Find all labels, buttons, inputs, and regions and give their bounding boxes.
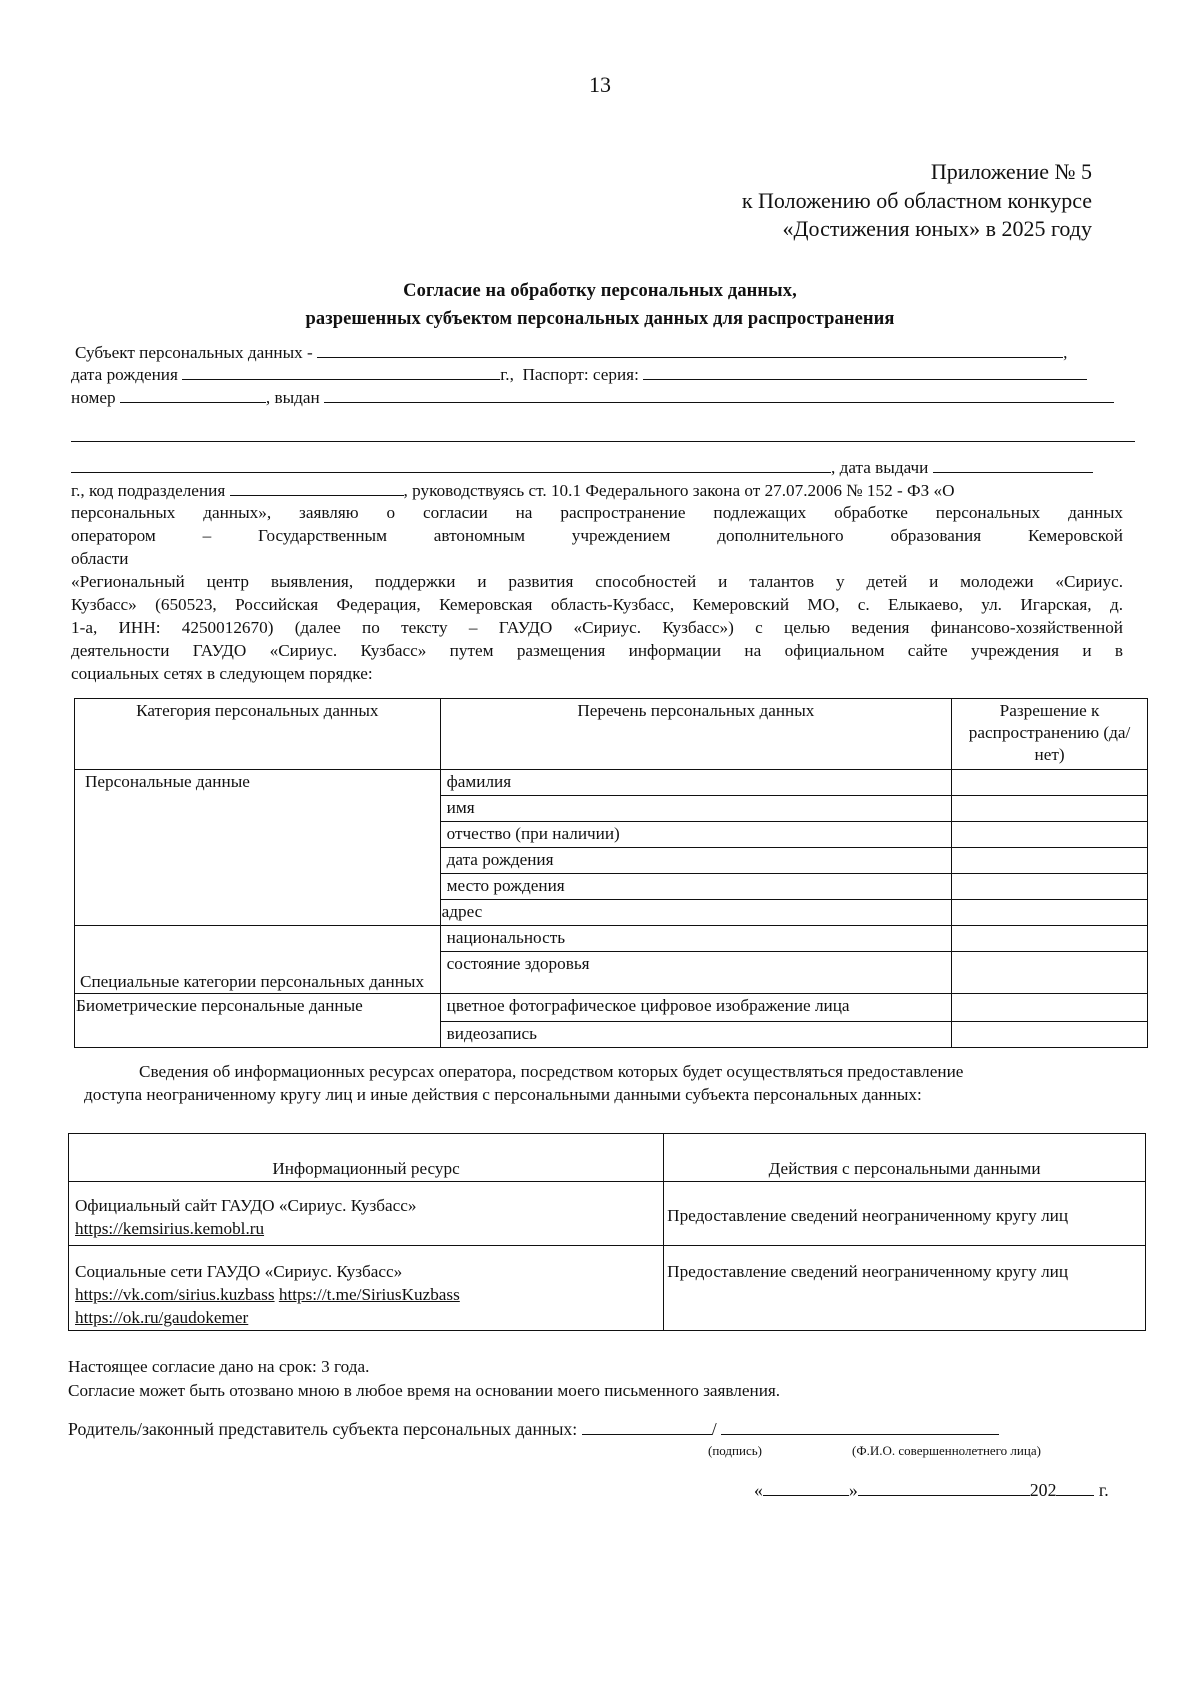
item-birthdate: дата рождения [440, 848, 951, 874]
permission-name-cell[interactable] [952, 796, 1148, 822]
table-header-row [69, 1134, 1146, 1182]
division-code-field[interactable] [230, 479, 404, 496]
item-name: имя [440, 796, 951, 822]
table-row [75, 926, 1148, 952]
birthdate-line [71, 363, 1087, 386]
permission-birthdate-cell[interactable] [952, 848, 1148, 874]
action-official-site: Предоставление сведений неограниченному кругу лиц [664, 1182, 1146, 1246]
table-row [75, 994, 1148, 1022]
passport-series-field[interactable] [643, 363, 1087, 380]
category-personal: Персональные данные [75, 770, 441, 926]
body-line-4: «Региональный центр выявления, поддержки и развития способностей и талантов у детей и молодежи «Сириус. [71, 572, 1123, 591]
body-line-2: оператором – Государственным автономным учреждением дополнительного образования Кемеровской [71, 526, 1123, 545]
item-birthplace: место рождения [440, 874, 951, 900]
birthdate-year-suffix: г., [500, 365, 514, 384]
item-health: состояние здоровья [440, 952, 951, 994]
consent-paragraph [71, 501, 1123, 685]
resource-official-site [69, 1182, 664, 1246]
passport-number-field[interactable] [120, 386, 266, 403]
issue-date-field[interactable] [933, 456, 1093, 473]
date-quote-open: « [754, 1480, 763, 1500]
personal-data-table [74, 698, 1148, 1048]
date-quote-close: » [848, 1480, 858, 1500]
header-actions: Действия с персональными данными [664, 1134, 1146, 1182]
page-number: 13 [589, 72, 611, 97]
permission-video-cell[interactable] [952, 1022, 1148, 1048]
table-row [75, 770, 1148, 796]
item-address: адрес [440, 900, 951, 926]
body-line-7: деятельности ГАУДО «Сириус. Кузбасс» путем размещения информации на официальном сайте учреждения и в [71, 641, 1123, 660]
category-biometric: Биометрические персональные данные [75, 994, 441, 1048]
full-name-caption: (Ф.И.О. совершеннолетнего лица) [852, 1443, 1041, 1458]
info-resources-text-2: доступа неограниченному кругу лиц и иные действия с персональными данными субъекта персональных данных: [84, 1085, 922, 1104]
action-social-networks: Предоставление сведений неограниченному кругу лиц [664, 1246, 1146, 1331]
resource-social-networks-name: Социальные сети ГАУДО «Сириус. Кузбасс» [75, 1262, 403, 1281]
number-line [71, 386, 1114, 409]
item-video: видеозапись [440, 1022, 951, 1048]
permission-address-cell[interactable] [952, 900, 1148, 926]
vk-link[interactable]: https://vk.com/sirius.kuzbass [75, 1285, 275, 1304]
passport-number-label: номер [71, 388, 116, 407]
info-resources-table [68, 1133, 1146, 1331]
body-line-8: социальных сетях в следующем порядке: [71, 664, 373, 683]
title-line-1: Согласие на обработку персональных данных, [403, 281, 797, 301]
date-line [754, 1478, 1109, 1502]
table-row [69, 1246, 1146, 1331]
subject-label: Субъект персональных данных - [75, 343, 313, 362]
issued-by-continuation-line[interactable] [71, 441, 1135, 442]
division-code-line [71, 479, 955, 502]
body-line-6: 1-а, ИНН: 4250012670) (далее по тексту – ГАУДО «Сириус. Кузбасс») с целью ведения финансово-хозяйственной [71, 618, 1123, 637]
permission-health-cell[interactable] [952, 952, 1148, 994]
header-resource: Информационный ресурс [69, 1134, 664, 1182]
subject-line [75, 341, 1067, 364]
issue-date-line [71, 456, 1093, 479]
item-photo: цветное фотографическое цифровое изображение лица [440, 994, 951, 1022]
month-field[interactable] [858, 1478, 1030, 1496]
title-line-2: разрешенных субъектом персональных данных для распространения [305, 309, 895, 329]
annex-header [742, 158, 1092, 244]
division-code-label: г., код подразделения [71, 481, 226, 500]
signature-line [68, 1417, 999, 1441]
table-header-row [75, 699, 1148, 770]
annex-line-1: Приложение № 5 [930, 159, 1092, 184]
document-title [0, 277, 1200, 333]
issue-date-label: , дата выдачи [831, 458, 929, 477]
body-line-5: Кузбасс» (650523, Российская Федерация, Кемеровская область-Кузбасс, Кемеровский МО, с. Елыкаево, ул. Игарская, д. [71, 595, 1123, 614]
term-text: Настоящее согласие дано на срок: 3 года. [68, 1357, 370, 1376]
permission-surname-cell[interactable] [952, 770, 1148, 796]
issued-by-field[interactable] [324, 386, 1114, 403]
item-nationality: национальность [440, 926, 951, 952]
official-site-link[interactable]: https://kemsirius.kemobl.ru [75, 1219, 265, 1238]
subject-name-field[interactable] [317, 341, 1063, 358]
birthdate-label: дата рождения [71, 365, 178, 384]
header-category: Категория персональных данных [75, 699, 441, 770]
header-permission: Разрешение к распространению (да/нет) [952, 699, 1148, 770]
info-resources-text-1: Сведения об информационных ресурсах оператора, посредством которых будет осуществляться предоставление [139, 1062, 964, 1081]
telegram-link[interactable]: https://t.me/SiriusKuzbass [278, 1285, 460, 1304]
header-list: Перечень персональных данных [440, 699, 951, 770]
revoke-text: Согласие может быть отозвано мною в любое время на основании моего письменного заявления. [68, 1381, 781, 1400]
resource-social-networks [69, 1246, 664, 1331]
subject-comma: , [1063, 343, 1068, 362]
issued-by-label: , выдан [265, 388, 320, 407]
permission-photo-cell[interactable] [952, 994, 1148, 1022]
year-suffix: г. [1098, 1480, 1109, 1500]
signature-caption: (подпись) [708, 1443, 762, 1458]
permission-birthplace-cell[interactable] [952, 874, 1148, 900]
permission-nationality-cell[interactable] [952, 926, 1148, 952]
division-code-continuation: , руководствуясь ст. 10.1 Федерального закона от 27.07.2006 № 152 - ФЗ «О [403, 481, 955, 500]
signature-slash: / [711, 1419, 717, 1439]
category-special: Специальные категории персональных данных [75, 926, 441, 994]
day-field[interactable] [763, 1478, 849, 1496]
table-row [69, 1182, 1146, 1246]
issued-by-field-2[interactable] [71, 456, 831, 473]
year-prefix: 202 [1029, 1480, 1057, 1500]
resource-official-site-name: Официальный сайт ГАУДО «Сириус. Кузбасс» [75, 1196, 417, 1215]
passport-series-label: Паспорт: серия: [522, 365, 639, 384]
year-field[interactable] [1056, 1478, 1094, 1496]
ok-link[interactable]: https://ok.ru/gaudokemer [75, 1308, 249, 1327]
item-surname: фамилия [440, 770, 951, 796]
signature-label: Родитель/законный представитель субъекта персональных данных: [68, 1419, 578, 1439]
body-line-1: персональных данных», заявляю о согласии на распространение подлежащих обработке персональных данных [71, 503, 1123, 522]
signature-field[interactable] [582, 1417, 712, 1435]
annex-line-2: к Положению об областном конкурсе [741, 187, 1092, 213]
permission-patronymic-cell[interactable] [952, 822, 1148, 848]
item-patronymic: отчество (при наличии) [440, 822, 951, 848]
body-line-3: области [71, 549, 129, 568]
annex-line-3: «Достижения юных» в 2025 году [782, 216, 1092, 241]
birthdate-field[interactable] [182, 363, 500, 380]
full-name-field[interactable] [721, 1417, 999, 1435]
